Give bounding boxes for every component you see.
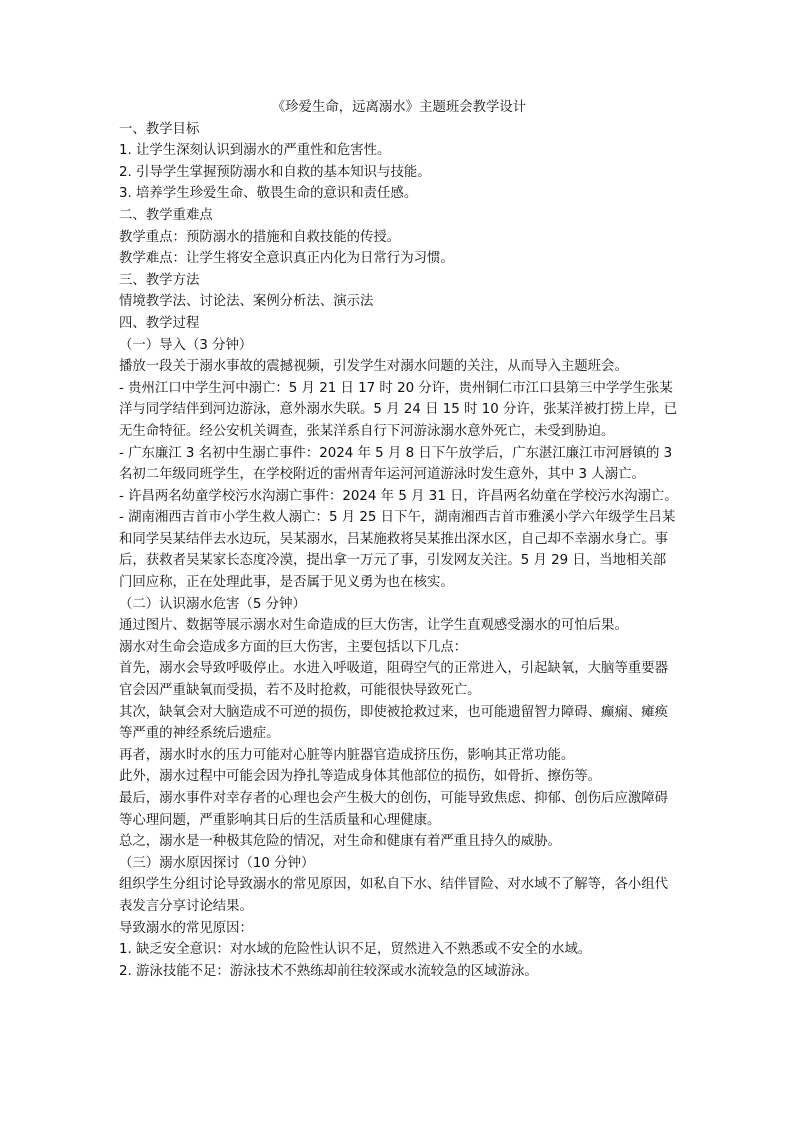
paragraph: 溺水对生命会造成多方面的巨大伤害，主要包括以下几点： bbox=[119, 639, 468, 655]
paragraph: 导致溺水的常见原因： bbox=[119, 920, 253, 936]
document-content bbox=[119, 97, 679, 982]
paragraph: 通过图片、数据等展示溺水对生命造成的巨大伤害，让学生直观感受溺水的可怕后果。 bbox=[119, 618, 628, 634]
paragraph: 播放一段关于溺水事故的震撼视频，引发学生对溺水问题的关注，从而导入主题班会。 bbox=[119, 359, 628, 375]
paragraph: 2. 引导学生掌握预防溺水和自救的基本知识与技能。 bbox=[119, 164, 431, 180]
case-item: - 广东廉江 3 名初中生溺亡事件：2024 年 5 月 8 日下午放学后，广东湛江廉江市河唇镇的 3 名初二年级同班学生，在学校附近的雷州青年运河河道游泳时发生意外，其中 3 人溺亡。 bbox=[119, 445, 673, 483]
case-item: - 湖南湘西吉首市小学生救人溺亡：5 月 25 日下午，湖南湘西吉首市雅溪小学六年级学生吕某和同学吴某结伴去水边玩，吴某溺水，吕某施救将吴某推出深水区，自己却不幸溺水身亡。事后，获救者吴某家长态度冷漠，提出拿一万元了事，引发网友关注。5 月 29 日，当地相关部门回应称，正在处理此事，是否属于见义勇为也在核实。 bbox=[119, 510, 676, 591]
paragraph: 3. 培养学生珍爱生命、敬畏生命的意识和责任感。 bbox=[119, 186, 418, 202]
list-item: 1. 缺乏安全意识：对水域的危险性认识不足，贸然进入不熟悉或不安全的水域。 bbox=[119, 942, 592, 958]
paragraph: 教学重点：预防溺水的措施和自救技能的传授。 bbox=[119, 229, 401, 245]
subheading-causes: （三）溺水原因探讨（10 分钟） bbox=[119, 855, 315, 871]
case-item: - 许昌两名幼童学校污水沟溺亡事件：2024 年 5 月 31 日，许昌两名幼童在学校污水沟溺亡。 bbox=[119, 488, 678, 504]
paragraph: 组织学生分组讨论导致溺水的常见原因，如私自下水、结伴冒险、对水域不了解等，各小组代表发言分享讨论结果。 bbox=[119, 877, 669, 914]
paragraph: 最后，溺水事件对幸存者的心理也会产生极大的创伤，可能导致焦虑、抑郁、创伤后应激障碍等心理问题，严重影响其日后的生活质量和心理健康。 bbox=[119, 791, 669, 828]
paragraph: 其次，缺氧会对大脑造成不可逆的损伤，即使被抢救过来，也可能遗留智力障碍、癫痫、瘫痪等严重的神经系统后遗症。 bbox=[119, 704, 669, 742]
paragraph: 此外，溺水过程中可能会因为挣扎等造成身体其他部位的损伤，如骨折、擦伤等。 bbox=[119, 769, 602, 785]
subheading-intro: （一）导入（3 分钟） bbox=[119, 337, 253, 353]
document-title: 《珍爱生命，远离溺水》主题班会教学设计 bbox=[271, 100, 527, 115]
section-heading-objectives: 一、教学目标 bbox=[119, 121, 200, 137]
section-heading-methods: 三、教学方法 bbox=[119, 272, 200, 288]
paragraph: 1. 让学生深刻认识到溺水的严重性和危害性。 bbox=[119, 143, 391, 159]
section-heading-key-points: 二、教学重难点 bbox=[119, 207, 213, 223]
paragraph: 总之，溺水是一种极其危险的情况，对生命和健康有着严重且持久的威胁。 bbox=[119, 834, 561, 850]
case-item: - 贵州江口中学生河中溺亡：5 月 21 日 17 时 20 分许，贵州铜仁市江口县第三中学学生张某洋与同学结伴到河边游泳，意外溺水失联。5 月 24 日 15 时 10 分许，张某洋被打捞上岸，已无生命特征。经公安机关调查，张某洋系自行下河游泳溺水意外死亡，未受到胁迫。 bbox=[119, 380, 678, 439]
subheading-dangers: （二）认识溺水危害（5 分钟） bbox=[119, 596, 306, 612]
section-heading-process: 四、教学过程 bbox=[119, 315, 200, 331]
paragraph: 情境教学法、讨论法、案例分析法、演示法 bbox=[119, 294, 374, 310]
list-item: 2. 游泳技能不足：游泳技术不熟练却前往较深或水流较急的区域游泳。 bbox=[119, 963, 538, 979]
paragraph: 首先，溺水会导致呼吸停止。水进入呼吸道，阻碍空气的正常进入，引起缺氧，大脑等重要器官会因严重缺氧而受损，若不及时抢救，可能很快导致死亡。 bbox=[119, 661, 669, 699]
paragraph: 教学难点：让学生将安全意识真正内化为日常行为习惯。 bbox=[119, 251, 454, 267]
paragraph: 再者，溺水时水的压力可能对心脏等内脏器官造成挤压伤，影响其正常功能。 bbox=[119, 747, 575, 763]
